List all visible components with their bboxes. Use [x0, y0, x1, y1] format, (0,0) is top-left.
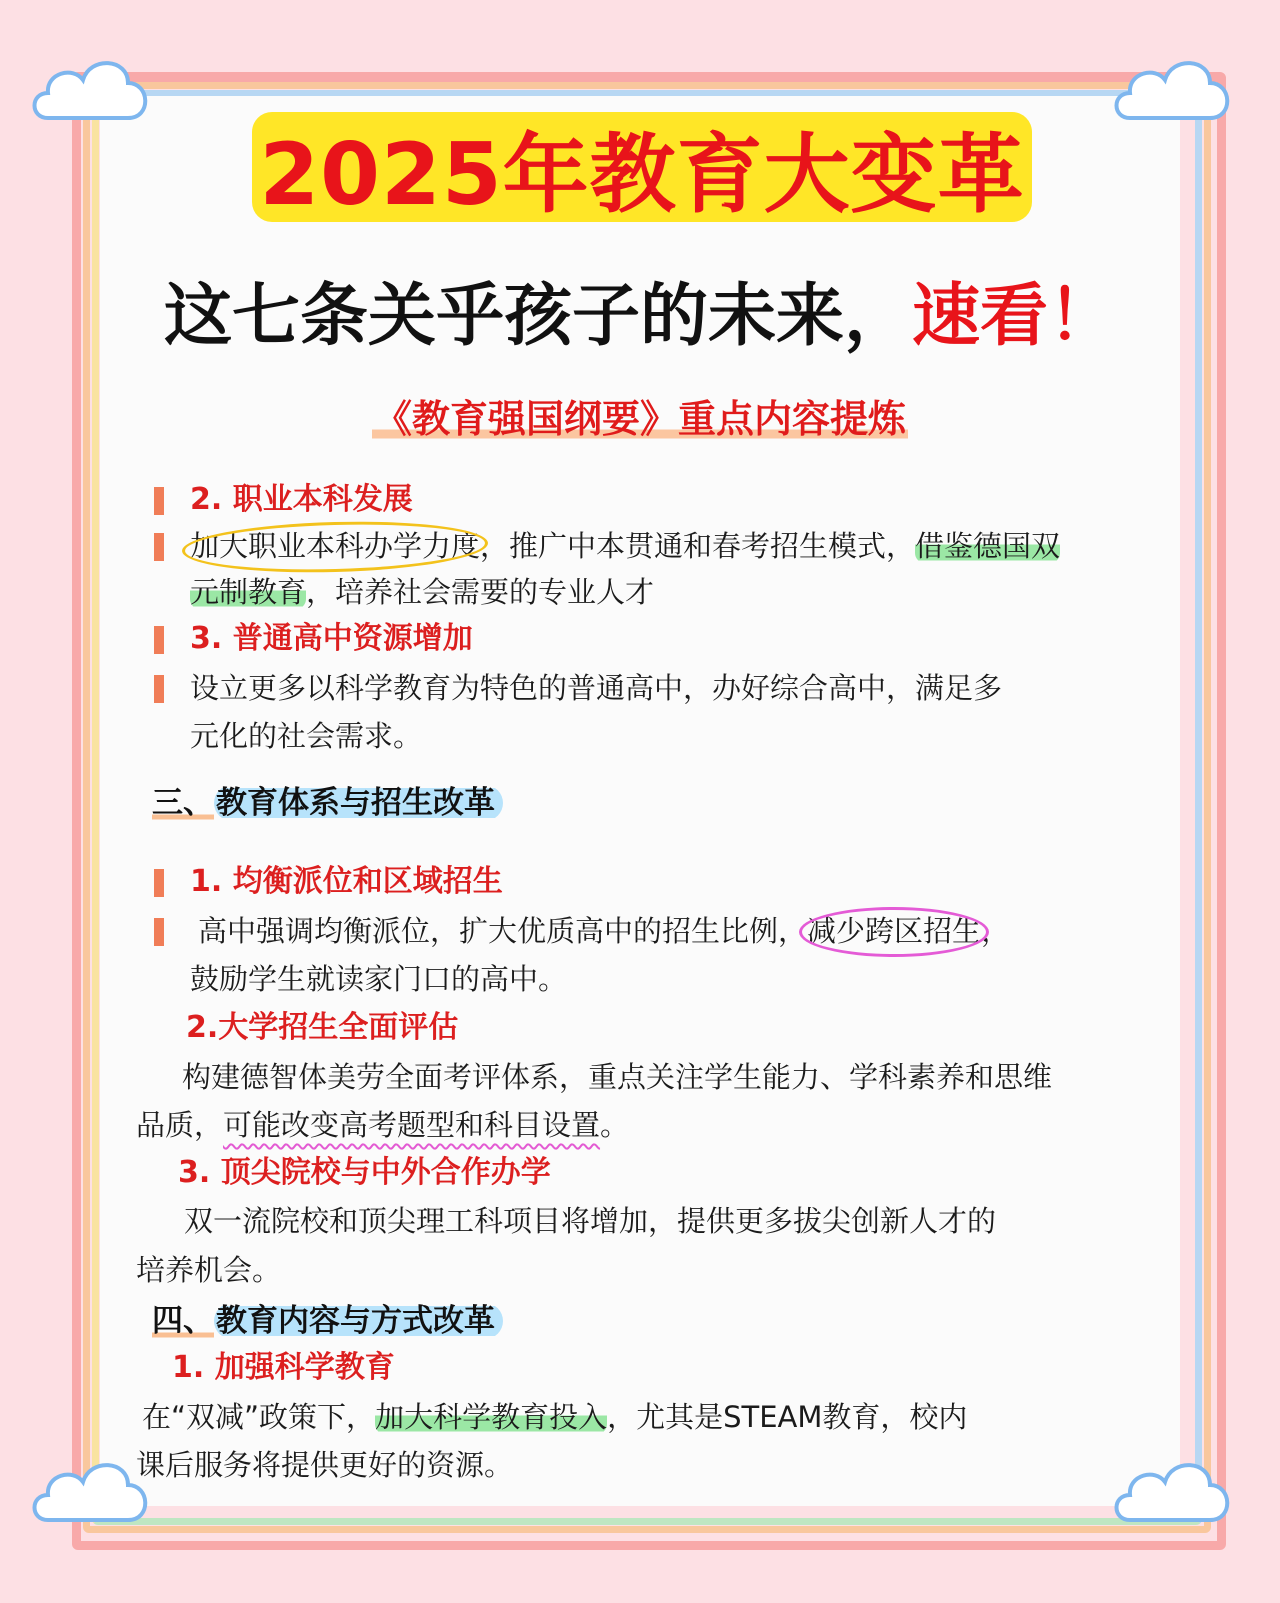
item-text: 设立更多以科学教育为特色的普通高中，办好综合高中，满足多 — [190, 671, 1003, 705]
wavy-underlined-phrase: 可能改变高考题型和科目设置 — [223, 1108, 601, 1142]
kicker — [0, 388, 1280, 443]
section-heading — [152, 1301, 503, 1341]
title-banner — [252, 112, 1032, 225]
item-text — [136, 1105, 629, 1145]
item-heading: 3. 顶尖院校与中外合作办学 — [178, 1155, 551, 1190]
section-number: 四、 — [152, 1303, 214, 1339]
item-text — [142, 1397, 967, 1437]
cloud-icon — [1110, 38, 1240, 138]
cloud-icon — [28, 38, 158, 138]
subtitle-main: 这七条关乎孩子的未来， — [163, 277, 912, 356]
bullet-bar — [154, 487, 164, 515]
item-heading: 1. 均衡派位和区域招生 — [190, 864, 503, 899]
text-run: ，推广中本贯通和春考招生模式， — [480, 529, 916, 563]
text-run: ，培养社会需要的专业人才 — [306, 575, 655, 609]
item-text: 元化的社会需求。 — [190, 719, 423, 753]
item-text: 培养机会。 — [136, 1253, 282, 1287]
subtitle — [0, 262, 1280, 359]
bullet-bar — [154, 675, 164, 703]
section-heading — [152, 783, 503, 823]
text-run: 在“双减”政策下， — [142, 1400, 376, 1434]
bullet-bar — [154, 869, 164, 897]
item-text: 课后服务将提供更好的资源。 — [136, 1448, 514, 1482]
bullet-bar — [154, 533, 164, 561]
item-text: 双一流院校和顶尖理工科项目将增加，提供更多拔尖创新人才的 — [184, 1204, 997, 1238]
text-run: ， — [981, 914, 1011, 948]
text-run: 。 — [600, 1108, 630, 1142]
item-text — [198, 911, 1010, 951]
text-run: 品质， — [136, 1108, 224, 1142]
highlight-phrase: 元制教育 — [190, 575, 307, 609]
subtitle-emphasis: 速看！ — [912, 277, 1117, 356]
item-heading: 1. 加强科学教育 — [172, 1350, 395, 1385]
item-text — [190, 526, 1060, 566]
highlight-phrase: 加大科学教育投入 — [375, 1400, 608, 1434]
page-title: 2025年教育大变革 — [259, 125, 1025, 225]
kicker-text: 《教育强国纲要》重点内容提炼 — [373, 397, 906, 441]
item-heading: 2.大学招生全面评估 — [186, 1010, 459, 1045]
item-heading: 2. 职业本科发展 — [190, 482, 413, 517]
circled-phrase: 加大职业本科办学力度 — [190, 526, 480, 566]
text-run: ，尤其是STEAM教育，校内 — [607, 1400, 968, 1434]
cloud-icon — [1110, 1440, 1240, 1540]
section-title: 教育内容与方式改革 — [214, 1303, 503, 1339]
item-text: 构建德智体美劳全面考评体系，重点关注学生能力、学科素养和思维 — [182, 1060, 1053, 1094]
circled-phrase: 减少跨区招生 — [807, 911, 981, 951]
highlight-phrase: 借鉴德国双 — [915, 529, 1061, 563]
item-heading: 3. 普通高中资源增加 — [190, 621, 473, 656]
bullet-bar — [154, 626, 164, 654]
bullet-bar — [154, 918, 164, 946]
item-text — [190, 572, 654, 612]
text-run: 高中强调均衡派位，扩大优质高中的招生比例， — [198, 914, 808, 948]
section-title: 教育体系与招生改革 — [214, 785, 503, 821]
section-number: 三、 — [152, 785, 214, 821]
item-text: 鼓励学生就读家门口的高中。 — [190, 962, 568, 996]
